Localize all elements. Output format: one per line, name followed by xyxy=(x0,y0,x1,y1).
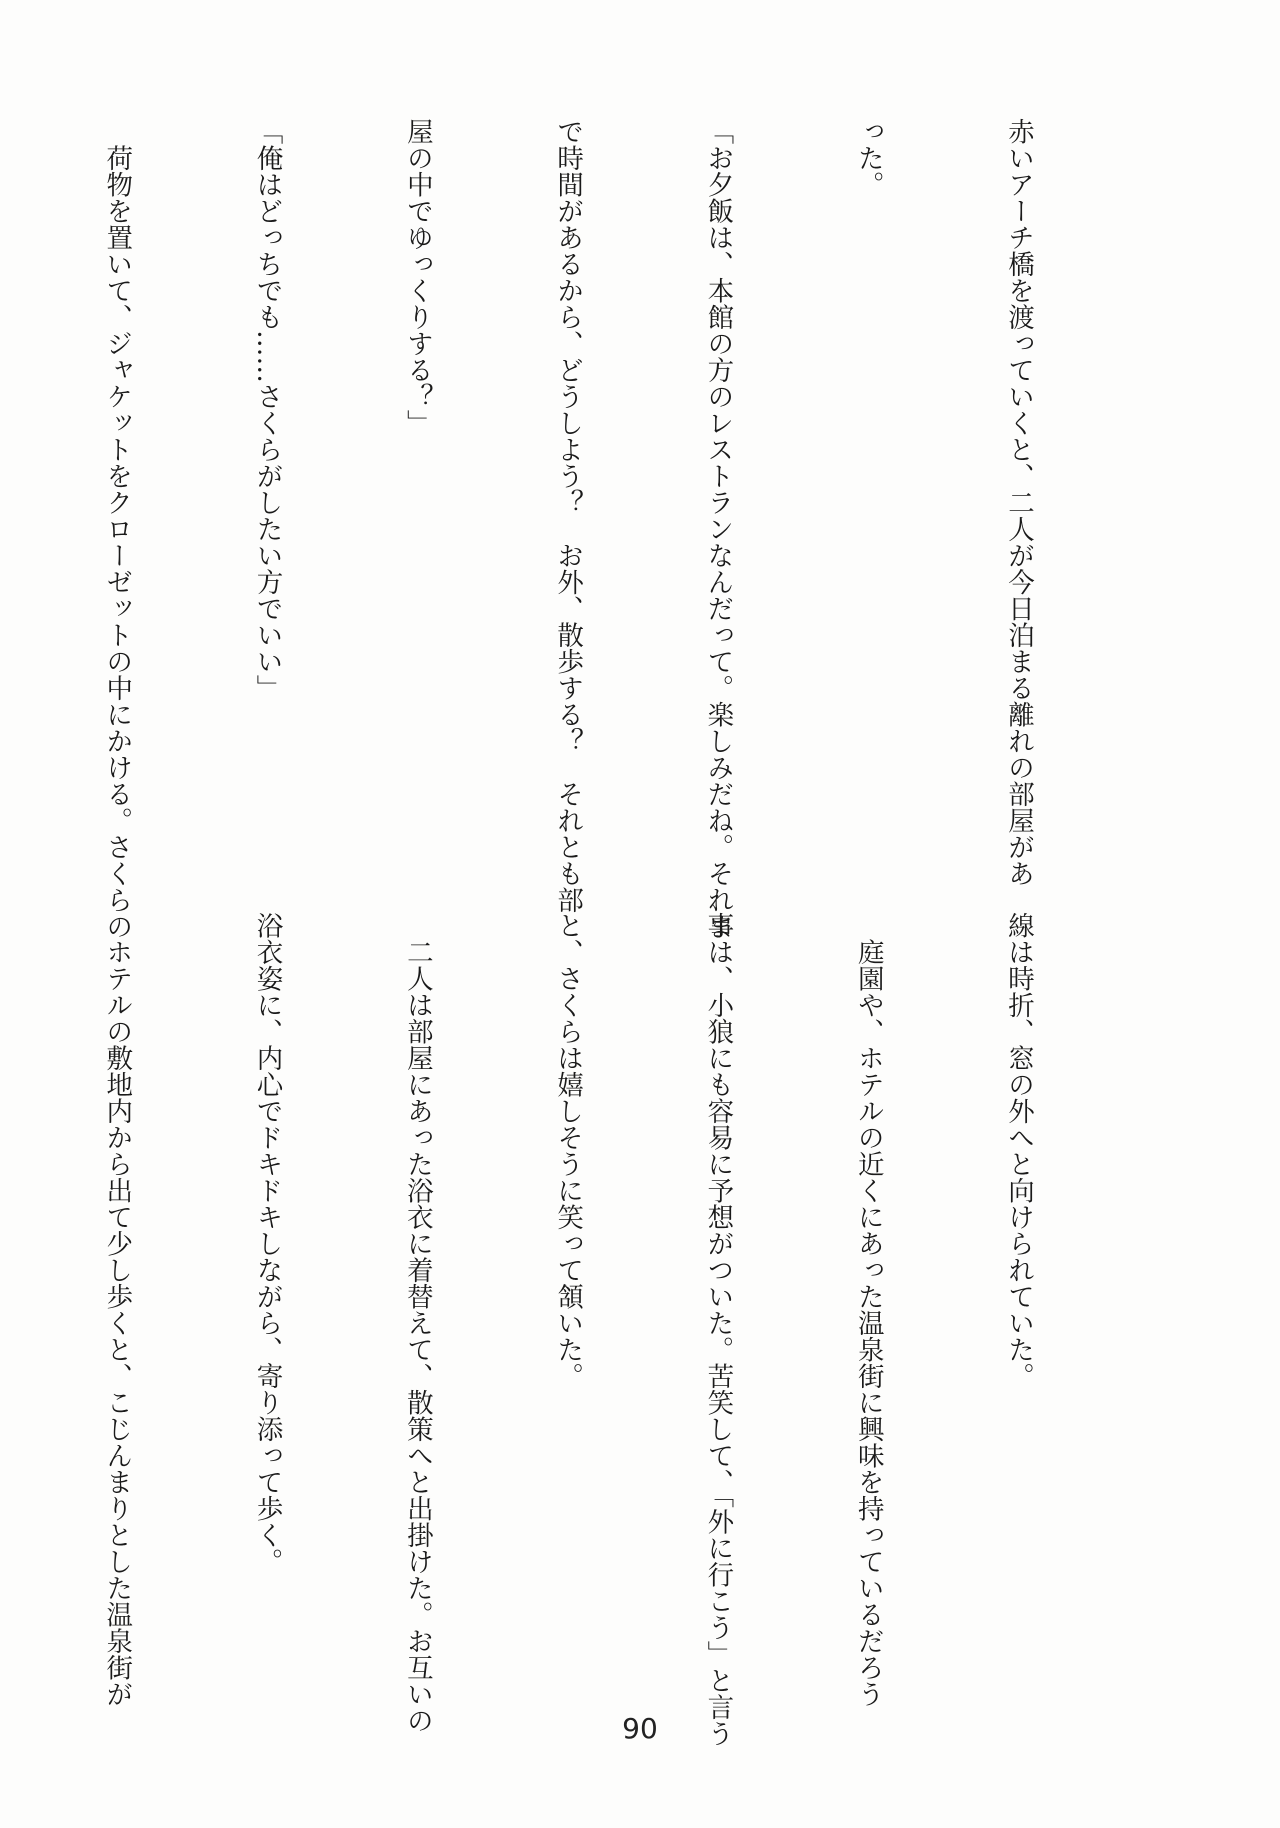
text-line: 庭園や、ホテルの近くにあった温泉街に興味を持っているだろう xyxy=(852,912,884,1707)
text-line: 二人は部屋にあった浴衣に着替えて、散策へと出掛けた。お互いの xyxy=(401,912,433,1734)
text-block-top xyxy=(101,118,1128,940)
text-line: ホテルの敷地内から出て少し歩くと、こじんまりとした温泉街が xyxy=(101,912,133,1707)
text-line: 線は時折、窓の外へと向けられていた。 xyxy=(1003,912,1034,1389)
text-line: 「お夕飯は、本館の方のレストランなんだって。楽しみだね。それま xyxy=(702,118,734,940)
text-line: で時間があるから、どうしよう？ お外、散歩する？ それとも部 xyxy=(552,118,584,913)
text-line: 「俺はどっちでも……さくらがしたい方でいい」 xyxy=(251,118,283,701)
page-number: 90 xyxy=(622,1712,658,1745)
text-line: 赤いアーチ橋を渡っていくと、二人が今日泊まる離れの部屋があ xyxy=(1003,118,1034,887)
text-line: った。 xyxy=(852,118,884,198)
text-line: 荷物を置いて、ジャケットをクローゼットの中にかける。さくらの xyxy=(101,118,133,940)
text-line: 浴衣姿に、内心でドキドキしながら、寄り添って歩く。 xyxy=(251,912,283,1575)
text-line: 屋の中でゆっくりする？」 xyxy=(401,118,433,436)
text-line: 事は、小狼にも容易に予想がついた。苦笑して、「外に行こう」と言う xyxy=(702,912,734,1747)
text-line: と、さくらは嬉しそうに笑って頷いた。 xyxy=(552,912,584,1389)
